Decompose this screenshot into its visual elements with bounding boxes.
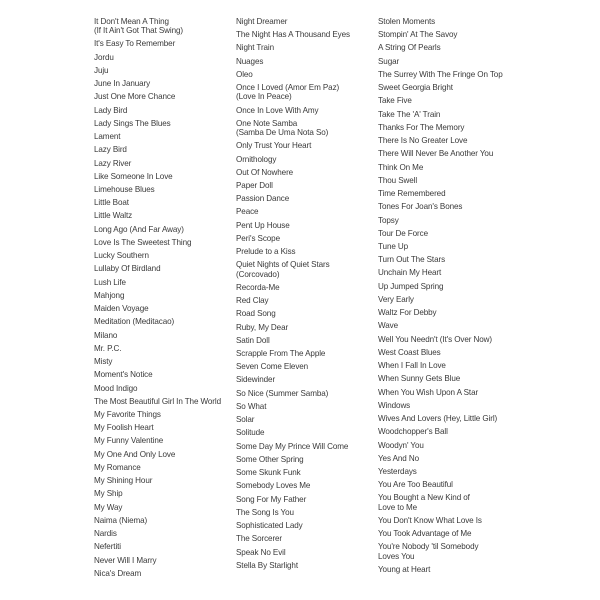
song-title bbox=[378, 480, 508, 489]
song-title bbox=[378, 163, 508, 172]
song-title-line: There Is No Greater Love bbox=[378, 136, 468, 146]
song-title-line: The Most Beautiful Girl In The World bbox=[94, 396, 222, 406]
song-title-line: Sweet Georgia Bright bbox=[378, 83, 453, 93]
song-title-line: The Night Has A Thousand Eyes bbox=[236, 30, 350, 40]
song-title-line: Stolen Moments bbox=[378, 17, 436, 26]
song-title-line: Once I Loved (Amor Em Paz) bbox=[236, 83, 340, 93]
song-title bbox=[236, 155, 374, 164]
song-title-line: Once In Love With Amy bbox=[236, 105, 319, 115]
song-title-line: Sugar bbox=[378, 56, 400, 66]
song-title-line: My Ship bbox=[94, 489, 123, 499]
song-title bbox=[378, 295, 508, 304]
song-title bbox=[94, 450, 224, 459]
song-title bbox=[378, 123, 508, 132]
song-title bbox=[94, 291, 224, 300]
song-title-line: Sidewinder bbox=[236, 375, 276, 385]
song-title bbox=[94, 516, 224, 525]
song-title-line: Tones For Joan's Bones bbox=[378, 202, 463, 212]
song-title-line: Paper Doll bbox=[236, 180, 273, 190]
song-title-line: Up Jumped Spring bbox=[378, 281, 444, 291]
song-title-line: So What bbox=[236, 401, 267, 411]
song-title-line: Oleo bbox=[236, 69, 253, 79]
song-title-continuation: (If It Ain't Got That Swing) bbox=[94, 26, 184, 36]
song-title-line: The Sorcerer bbox=[236, 534, 283, 544]
song-title bbox=[378, 335, 508, 344]
song-title-line: Out Of Nowhere bbox=[236, 167, 294, 177]
song-title bbox=[378, 268, 508, 277]
song-title bbox=[94, 304, 224, 313]
song-title bbox=[94, 503, 224, 512]
song-title bbox=[378, 493, 508, 511]
song-title-line: Unchain My Heart bbox=[378, 268, 442, 278]
song-title-continuation: (Corcovado) bbox=[236, 269, 280, 279]
song-title bbox=[236, 260, 374, 278]
song-title-line: Yesterdays bbox=[378, 466, 417, 476]
song-title bbox=[378, 529, 508, 538]
song-title-line: Wives And Lovers (Hey, Little Girl) bbox=[378, 414, 498, 424]
song-title-line: My Romance bbox=[94, 462, 141, 472]
song-title bbox=[378, 202, 508, 211]
song-title-line: Satin Doll bbox=[236, 335, 270, 345]
song-title-line: When I Fall In Love bbox=[378, 361, 446, 371]
song-title bbox=[236, 247, 374, 256]
song-title bbox=[236, 234, 374, 243]
song-title bbox=[378, 565, 508, 574]
song-title bbox=[236, 57, 374, 66]
song-title bbox=[94, 397, 224, 406]
song-title-line: Naima (Niema) bbox=[94, 515, 148, 525]
song-title bbox=[94, 476, 224, 485]
song-title bbox=[236, 336, 374, 345]
song-title bbox=[94, 331, 224, 340]
song-title bbox=[94, 119, 224, 128]
song-title bbox=[236, 442, 374, 451]
song-title bbox=[94, 92, 224, 101]
song-title bbox=[94, 251, 224, 260]
song-title-line: Topsy bbox=[378, 215, 399, 225]
song-title bbox=[236, 495, 374, 504]
song-title-continuation: (Love In Peace) bbox=[236, 92, 292, 102]
song-title bbox=[94, 79, 224, 88]
song-title bbox=[94, 145, 224, 154]
song-title-line: You Bought a New Kind of bbox=[378, 493, 470, 503]
song-title bbox=[236, 323, 374, 332]
song-title-line: Thou Swell bbox=[378, 175, 418, 185]
song-title bbox=[236, 534, 374, 543]
song-title-line: Long Ago (And Far Away) bbox=[94, 224, 184, 234]
song-title bbox=[378, 321, 508, 330]
song-title-line: Lullaby Of Birdland bbox=[94, 264, 161, 274]
song-title-line: Passion Dance bbox=[236, 194, 290, 204]
song-title bbox=[94, 357, 224, 366]
song-title bbox=[378, 17, 508, 26]
song-title-line: Night Train bbox=[236, 43, 275, 53]
song-title-line: Peri's Scope bbox=[236, 233, 280, 243]
song-title-line: You Don't Know What Love Is bbox=[378, 515, 482, 525]
song-title bbox=[236, 455, 374, 464]
song-title bbox=[236, 362, 374, 371]
song-title-line: Wave bbox=[378, 321, 398, 331]
song-title-line: Jordu bbox=[94, 52, 114, 62]
song-title bbox=[94, 529, 224, 538]
song-title bbox=[378, 70, 508, 79]
song-title bbox=[236, 415, 374, 424]
song-title-line: Somebody Loves Me bbox=[236, 481, 311, 491]
song-title bbox=[94, 132, 224, 141]
song-title-line: My Funny Valentine bbox=[94, 436, 164, 446]
song-title bbox=[236, 402, 374, 411]
song-title bbox=[378, 414, 508, 423]
song-title bbox=[236, 561, 374, 570]
song-title-line: Stompin' At The Savoy bbox=[378, 30, 458, 40]
song-title bbox=[378, 427, 508, 436]
song-title-line: Woodyn' You bbox=[378, 440, 424, 450]
song-title-line: The Song Is You bbox=[236, 507, 294, 517]
song-title bbox=[378, 242, 508, 251]
song-title bbox=[94, 172, 224, 181]
song-title bbox=[94, 238, 224, 247]
song-title-line: Limehouse Blues bbox=[94, 185, 155, 195]
song-title-line: Juju bbox=[94, 65, 109, 75]
song-title-line: When You Wish Upon A Star bbox=[378, 387, 479, 397]
song-title bbox=[378, 110, 508, 119]
song-title-line: Speak No Evil bbox=[236, 547, 286, 557]
song-title bbox=[94, 225, 224, 234]
song-title bbox=[378, 282, 508, 291]
song-title bbox=[94, 370, 224, 379]
song-title-line: It Don't Mean A Thing bbox=[94, 17, 169, 26]
song-title bbox=[94, 436, 224, 445]
song-title bbox=[236, 207, 374, 216]
song-title bbox=[378, 255, 508, 264]
song-title bbox=[94, 556, 224, 565]
song-title-line: My Favorite Things bbox=[94, 410, 161, 419]
song-title-line: Scrapple From The Apple bbox=[236, 349, 326, 358]
song-title-line: Lament bbox=[94, 132, 121, 142]
song-title bbox=[378, 57, 508, 66]
song-title bbox=[236, 283, 374, 292]
song-title-line: Never Will I Marry bbox=[94, 555, 157, 565]
song-title-line: Love Is The Sweetest Thing bbox=[94, 237, 192, 247]
song-title-line: There Will Never Be Another You bbox=[378, 149, 494, 159]
song-title bbox=[94, 106, 224, 115]
song-title bbox=[378, 467, 508, 476]
song-title-line: Pent Up House bbox=[236, 220, 290, 230]
song-title bbox=[378, 216, 508, 225]
song-title-line: Ruby, My Dear bbox=[236, 322, 289, 332]
song-title-line: Nica's Dream bbox=[94, 568, 142, 578]
song-title bbox=[94, 211, 224, 220]
song-title bbox=[378, 229, 508, 238]
song-title bbox=[236, 349, 374, 358]
song-title-continuation: Loves You bbox=[378, 551, 415, 561]
song-title-line: My Shining Hour bbox=[94, 476, 153, 486]
song-title bbox=[236, 30, 374, 39]
song-title bbox=[94, 463, 224, 472]
song-title bbox=[378, 43, 508, 52]
song-title bbox=[94, 410, 224, 419]
song-title bbox=[378, 401, 508, 410]
song-title bbox=[236, 548, 374, 557]
song-title bbox=[94, 39, 224, 48]
song-title bbox=[378, 176, 508, 185]
song-title-line: Yes And No bbox=[378, 453, 420, 463]
song-title bbox=[236, 83, 374, 101]
song-title-line: Take Five bbox=[378, 96, 412, 106]
song-title bbox=[94, 344, 224, 353]
song-title-line: Misty bbox=[94, 357, 113, 367]
song-title-line: Ornithology bbox=[236, 154, 277, 164]
song-title-line: A String Of Pearls bbox=[378, 43, 441, 53]
song-title bbox=[236, 508, 374, 517]
song-title-line: Well You Needn't (It's Over Now) bbox=[378, 334, 493, 344]
song-title-line: Some Skunk Funk bbox=[236, 468, 301, 478]
song-title-line: When Sunny Gets Blue bbox=[378, 374, 461, 384]
song-title-line: Nuages bbox=[236, 56, 264, 66]
song-title bbox=[378, 361, 508, 370]
song-title-line: You Are Too Beautiful bbox=[378, 480, 453, 490]
song-title bbox=[378, 388, 508, 397]
song-title bbox=[236, 375, 374, 384]
song-title-line: Song For My Father bbox=[236, 494, 307, 504]
song-title-line: Like Someone In Love bbox=[94, 171, 173, 181]
song-title-line: Windows bbox=[378, 400, 411, 410]
song-title bbox=[378, 149, 508, 158]
song-title bbox=[378, 30, 508, 39]
song-title-line: Tune Up bbox=[378, 241, 409, 251]
song-title-line: Think On Me bbox=[378, 162, 424, 172]
song-list-column-3 bbox=[378, 17, 508, 578]
song-title-line: Lady Sings The Blues bbox=[94, 118, 171, 128]
song-title-line: Lucky Southern bbox=[94, 251, 149, 261]
song-title bbox=[378, 348, 508, 357]
song-title bbox=[378, 136, 508, 145]
song-list-column-2 bbox=[236, 17, 374, 574]
song-title bbox=[236, 521, 374, 530]
song-title bbox=[94, 17, 224, 35]
song-title-line: Quiet Nights of Quiet Stars bbox=[236, 260, 330, 270]
song-title-line: Turn Out The Stars bbox=[378, 255, 446, 265]
song-title-line: Lady Bird bbox=[94, 105, 128, 115]
song-title-continuation: (Samba De Uma Nota So) bbox=[236, 128, 329, 138]
song-title bbox=[378, 516, 508, 525]
song-title bbox=[236, 221, 374, 230]
song-title bbox=[94, 53, 224, 62]
song-title-line: Solitude bbox=[236, 428, 265, 438]
song-title-line: Just One More Chance bbox=[94, 92, 176, 102]
song-title bbox=[378, 454, 508, 463]
song-title-line: Thanks For The Memory bbox=[378, 122, 465, 132]
song-title-line: Meditation (Meditacao) bbox=[94, 317, 175, 327]
song-title-line: Time Remembered bbox=[378, 189, 446, 199]
song-title-line: Nardis bbox=[94, 529, 117, 539]
song-title-line: Maiden Voyage bbox=[94, 304, 149, 314]
song-title bbox=[236, 389, 374, 398]
song-title bbox=[94, 278, 224, 287]
song-title bbox=[236, 141, 374, 150]
song-title bbox=[236, 181, 374, 190]
song-title-line: Take The 'A' Train bbox=[378, 109, 441, 119]
song-title bbox=[378, 308, 508, 317]
song-title-line: Seven Come Eleven bbox=[236, 362, 309, 372]
song-title bbox=[94, 185, 224, 194]
song-title-line: Only Trust Your Heart bbox=[236, 141, 312, 151]
song-title-line: Woodchopper's Ball bbox=[378, 427, 448, 437]
song-title bbox=[236, 481, 374, 490]
song-title-line: Night Dreamer bbox=[236, 17, 288, 26]
song-title-line: Little Waltz bbox=[94, 211, 133, 221]
song-title-line: Lazy Bird bbox=[94, 145, 127, 155]
song-title-line: Mr. P.C. bbox=[94, 343, 122, 353]
song-title-line: Solar bbox=[236, 415, 255, 425]
song-title-line: My Way bbox=[94, 502, 123, 512]
song-title-line: It's Easy To Remember bbox=[94, 39, 176, 49]
song-title-line: Sophisticated Lady bbox=[236, 521, 303, 531]
song-title bbox=[94, 423, 224, 432]
song-title-line: Lazy River bbox=[94, 158, 132, 168]
song-title-line: Nefertiti bbox=[94, 542, 121, 552]
song-title bbox=[236, 17, 374, 26]
song-title-line: West Coast Blues bbox=[378, 347, 441, 357]
song-title bbox=[94, 489, 224, 498]
song-title-line: Red Clay bbox=[236, 296, 269, 306]
song-title-line: One Note Samba bbox=[236, 118, 298, 128]
song-title-line: My One And Only Love bbox=[94, 449, 176, 459]
song-title bbox=[94, 317, 224, 326]
song-title-line: Very Early bbox=[378, 294, 414, 304]
song-title bbox=[236, 168, 374, 177]
song-title bbox=[378, 96, 508, 105]
song-title bbox=[236, 428, 374, 437]
song-title-line: Road Song bbox=[236, 309, 276, 319]
song-title bbox=[378, 374, 508, 383]
song-title-line: You Took Advantage of Me bbox=[378, 529, 472, 539]
song-title bbox=[236, 70, 374, 79]
song-title-line: Mahjong bbox=[94, 290, 125, 300]
song-title-line: Stella By Starlight bbox=[236, 560, 298, 570]
song-title bbox=[94, 159, 224, 168]
song-title bbox=[236, 309, 374, 318]
song-title bbox=[236, 106, 374, 115]
song-title-line: Prelude to a Kiss bbox=[236, 247, 296, 257]
song-title-line: Moment's Notice bbox=[94, 370, 153, 380]
song-title bbox=[236, 119, 374, 137]
song-title bbox=[236, 43, 374, 52]
song-title-line: Lush Life bbox=[94, 277, 126, 287]
song-title-line: Recorda-Me bbox=[236, 282, 280, 292]
song-title bbox=[236, 194, 374, 203]
song-title bbox=[94, 66, 224, 75]
song-title bbox=[378, 441, 508, 450]
song-title-line: Waltz For Debby bbox=[378, 308, 437, 318]
song-list-column-1 bbox=[94, 17, 224, 582]
song-title-line: Milano bbox=[94, 330, 118, 340]
song-title-line: The Surrey With The Fringe On Top bbox=[378, 69, 503, 79]
song-title-line: Little Boat bbox=[94, 198, 129, 208]
song-title bbox=[378, 542, 508, 560]
song-title bbox=[236, 296, 374, 305]
song-title bbox=[94, 198, 224, 207]
song-title bbox=[94, 384, 224, 393]
song-title-line: So Nice (Summer Samba) bbox=[236, 388, 329, 398]
song-title bbox=[378, 83, 508, 92]
song-title-line: Some Day My Prince Will Come bbox=[236, 441, 349, 451]
song-title-line: June In January bbox=[94, 79, 151, 89]
song-title-line: Peace bbox=[236, 207, 259, 217]
song-title bbox=[94, 542, 224, 551]
song-title-continuation: Love to Me bbox=[378, 502, 418, 512]
song-title-line: My Foolish Heart bbox=[94, 423, 154, 433]
song-title-line: Some Other Spring bbox=[236, 454, 304, 464]
song-title bbox=[94, 569, 224, 578]
song-title-line: Mood Indigo bbox=[94, 383, 138, 393]
song-title-line: You're Nobody 'til Somebody bbox=[378, 542, 479, 552]
song-title bbox=[94, 264, 224, 273]
song-title bbox=[236, 468, 374, 477]
song-title-line: Young at Heart bbox=[378, 564, 431, 574]
song-title-line: Tour De Force bbox=[378, 228, 428, 238]
song-title bbox=[378, 189, 508, 198]
